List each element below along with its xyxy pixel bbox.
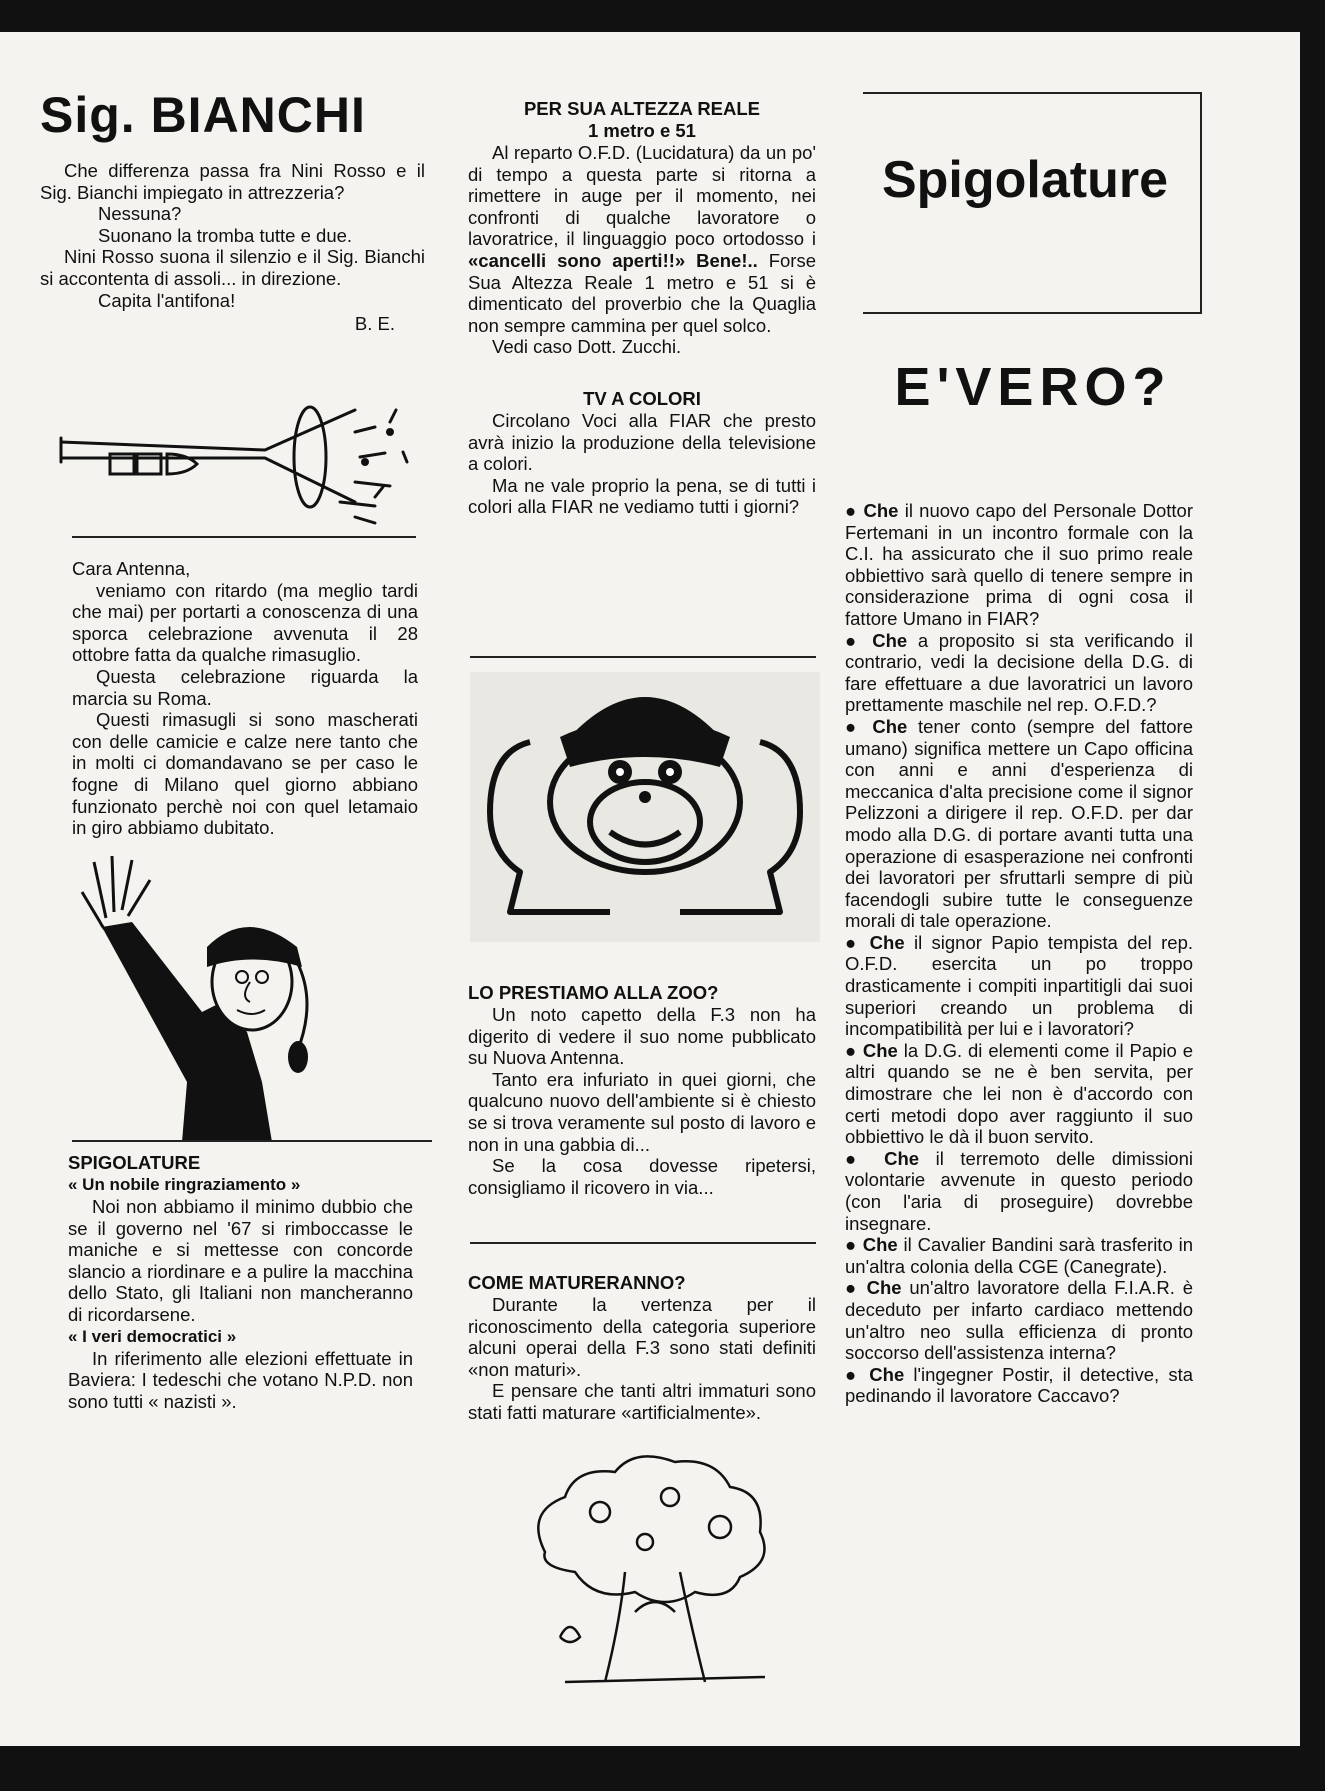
evero-item-text: a proposito si sta verificando il contrario, vedi la decisione della D.G. di fare effettuare a due lavoratrici un lavoro prettamente maschile nel rep. O.F.D.? [845,629,1193,716]
evero-item-8 [845,1277,1193,1363]
tv-p1: Circolano Voci alla FIAR che presto avrà inizio la produzione della televisione a colori. [468,409,816,475]
altezza-p1-bold: «cancelli sono aperti!!» Bene!.. [468,249,758,271]
letter-p1: veniamo con ritardo (ma meglio tardi che mai) per portarti a conoscenza di una sporca celebrazione avvenuta il 28 ottobre fatta da qualche rimasuglio. [72,579,418,666]
left-column [40,87,425,335]
evero-item-text: il terremoto delle dimissioni volontarie avvenute in questo periodo (con l'aria di proseguire) dovrebbe insegnare. [845,1147,1193,1234]
altezza-p1-start: Al reparto O.F.D. (Lucidatura) da un po' di tempo a questa parte si ritorna a rimettere in auge per il momento, nei confronti di qualche lavoratore o lavoratrice, il linguaggio poco ortodosso i [468,142,816,250]
saluting-man-illustration [72,852,342,1142]
evero-item-text: il Cavalier Bandini sarà trasferito in un'altra colonia della CGE (Canegrate). [845,1234,1193,1277]
evero-item-text: l'ingegner Postir, il detective, sta pedinando il lavoratore Caccavo? [845,1363,1193,1407]
bianchi-p4: Nini Rosso suona il silenzio e il Sig. Bianchi si accontenta di assoli... in direzione. [40,246,425,289]
middle-column-zoo [468,982,816,1198]
bianchi-signature: B. E. [354,313,395,335]
bullet-lead: ● Che [845,1363,905,1385]
mature-p1: Durante la vertenza per il riconoscimento della categoria superiore alcuni operai della F.3 sono stati definiti «non maturi». [468,1294,816,1380]
letter-salutation: Cara Antenna, [72,558,191,579]
evero-item-text: la D.G. di elementi come il Papio e altri quando se ne è ben servita, per dimostrare che lei non è d'accordo con certi metodi dopo aver raggiunto il suo obbiettivo le dà il buon servito. [845,1039,1194,1148]
bullet-lead: ● Che [845,1039,898,1061]
letter-p3: Questi rimasugli si sono mascherati con delle camicie e calze nere tanto che in molti ci domandavano se per caso le fogne di Milano quel giorno abbiano funzionato perchè noi con quel letamaio in giro abbiamo dubitato. [72,709,418,839]
spigolature-sub2: « I veri democratici » [68,1326,237,1346]
spigolature-left-head: SPIGOLATURE [68,1152,201,1173]
bianchi-p3: Suonano la tromba tutte e due. [98,224,353,246]
tv-head: TV A COLORI [583,387,701,409]
middle-rule-2 [470,1242,816,1244]
evero-item-5 [845,1040,1193,1148]
bullet-lead: ● Che [845,500,899,521]
zoo-p2: Tanto era infuriato in quei giorni, che qualcuno nuovo dell'ambiente si è chiesto se si trova veramente sul posto di lavoro e non in una gabbia di... [468,1068,816,1155]
bullet-lead: ● Che [845,1147,920,1169]
evero-item-text: il nuovo capo del Personale Dottor Fertemani in un incontro formale con la C.I. ha assicurato che il suo primo reale obbiettivo sarà quello di tenere sempre in considerazione prima di ogni cosa il fattore Umano in FIAR? [845,500,1194,629]
tree-illustration [505,1452,805,1687]
altezza-p2: Vedi caso Dott. Zucchi. [492,336,682,358]
mature-p2: E pensare che tanti altri immaturi sono stati fatti maturare «artificialmente». [468,1380,816,1423]
zoo-head: LO PRESTIAMO ALLA ZOO? [468,982,719,1003]
spigolature-title-wrap [850,151,1200,209]
altezza-p1-end: Forse Sua Altezza Reale 1 metro e 51 si è dimenticato del proverbio che la Quaglia non sempre cammina per quel solco. [468,249,816,336]
evero-list [845,500,1193,1407]
evero-item-text: tener conto (sempre del fattore umano) significa mettere un Capo officina con anni e anni d'esperienza di meccanica d'alta precisione come il signor Pelizzoni a dirigere il rep. O.F.D. per dar modo alla D.G. di portare avanti tutta una operazione di esasperazione nei confronti dei lavoratori per sfruttarli sempre di più facendogli subire tutte le conseguenze morali di tale operazione. [845,715,1194,932]
zoo-p3: Se la cosa dovesse ripetersi, consigliamo il ricovero in via... [468,1155,816,1198]
evero-item-2 [845,630,1193,716]
evero-item-9 [845,1364,1193,1407]
bullet-lead: ● Che [845,931,905,953]
middle-column-mature [468,1272,816,1424]
evero-title-wrap [863,357,1203,417]
evero-item-text: un'altro lavoratore della F.I.A.R. è deceduto per infarto cardiaco mettendo un'altro neo sulla efficienza di pronto soccorso dell'assistenza interna? [845,1277,1193,1364]
spigolature-title: Spigolature [881,151,1169,209]
tv-p2: Ma ne vale proprio la pena, se di tutti i colori alla FIAR ne vediamo tutti i giorni? [468,474,816,518]
spigolature-left-p2: In riferimento alle elezioni effettuate in Baviera: I tedeschi che votano N.P.D. non sono tutti « nazisti ». [68,1347,413,1412]
evero-item-7 [845,1234,1193,1277]
bullet-lead: ● Che [845,1277,902,1299]
spigolature-left [68,1152,413,1412]
altezza-p1 [468,142,816,336]
evero-item-6 [845,1148,1193,1234]
bullet-lead: ● Che [845,1234,898,1256]
left-rule-1 [72,536,416,538]
middle-column-top [468,98,816,518]
bianchi-p1: Che differenza passa fra Nini Rosso e il Sig. Bianchi impiegato in attrezzeria? [40,160,425,203]
mature-head: COME MATURERANNO? [468,1272,686,1293]
spigolature-left-p1: Noi non abbiamo il minimo dubbio che se il governo nel '67 si rimboccasse le maniche e si mettesse con concorde slancio a riordinare e a pulire la macchina dello Stato, gli Italiani non mancheranno di ricordarsene. [68,1196,413,1325]
trumpet-illustration [55,402,435,532]
evero-item-1 [845,500,1193,630]
letter-section [72,558,418,839]
bianchi-p5: Capita l'antifona! [98,289,236,311]
zoo-p1: Un noto capetto della F.3 non ha digerito di vedere il suo nome pubblicato su Nuova Antenna. [468,1004,816,1069]
bullet-lead: ● Che [845,629,908,651]
evero-item-4 [845,932,1193,1040]
bullet-lead: ● Che [845,715,908,737]
evero-title: E'VERO? [894,357,1172,417]
bianchi-p2: Nessuna? [98,203,182,225]
evero-item-3 [845,716,1193,932]
spigolature-sub1: « Un nobile ringraziamento » [68,1175,301,1194]
letter-p2: Questa celebrazione riguarda la marcia su Roma. [72,665,418,709]
monkey-illustration [470,672,820,942]
page [0,32,1300,1746]
evero-item-text: il signor Papio tempista del rep. O.F.D. esercita un po troppo drasticamente i compiti inpartitigli dai suoi superiori creando un problema di incompatibilità per lui e i lavoratori? [845,931,1193,1040]
altezza-subhead: 1 metro e 51 [588,120,696,141]
altezza-head: PER SUA ALTEZZA REALE [523,98,761,119]
bianchi-title: Sig. BIANCHI [40,87,366,143]
middle-rule-1 [470,656,816,658]
left-rule-2 [72,1140,432,1142]
